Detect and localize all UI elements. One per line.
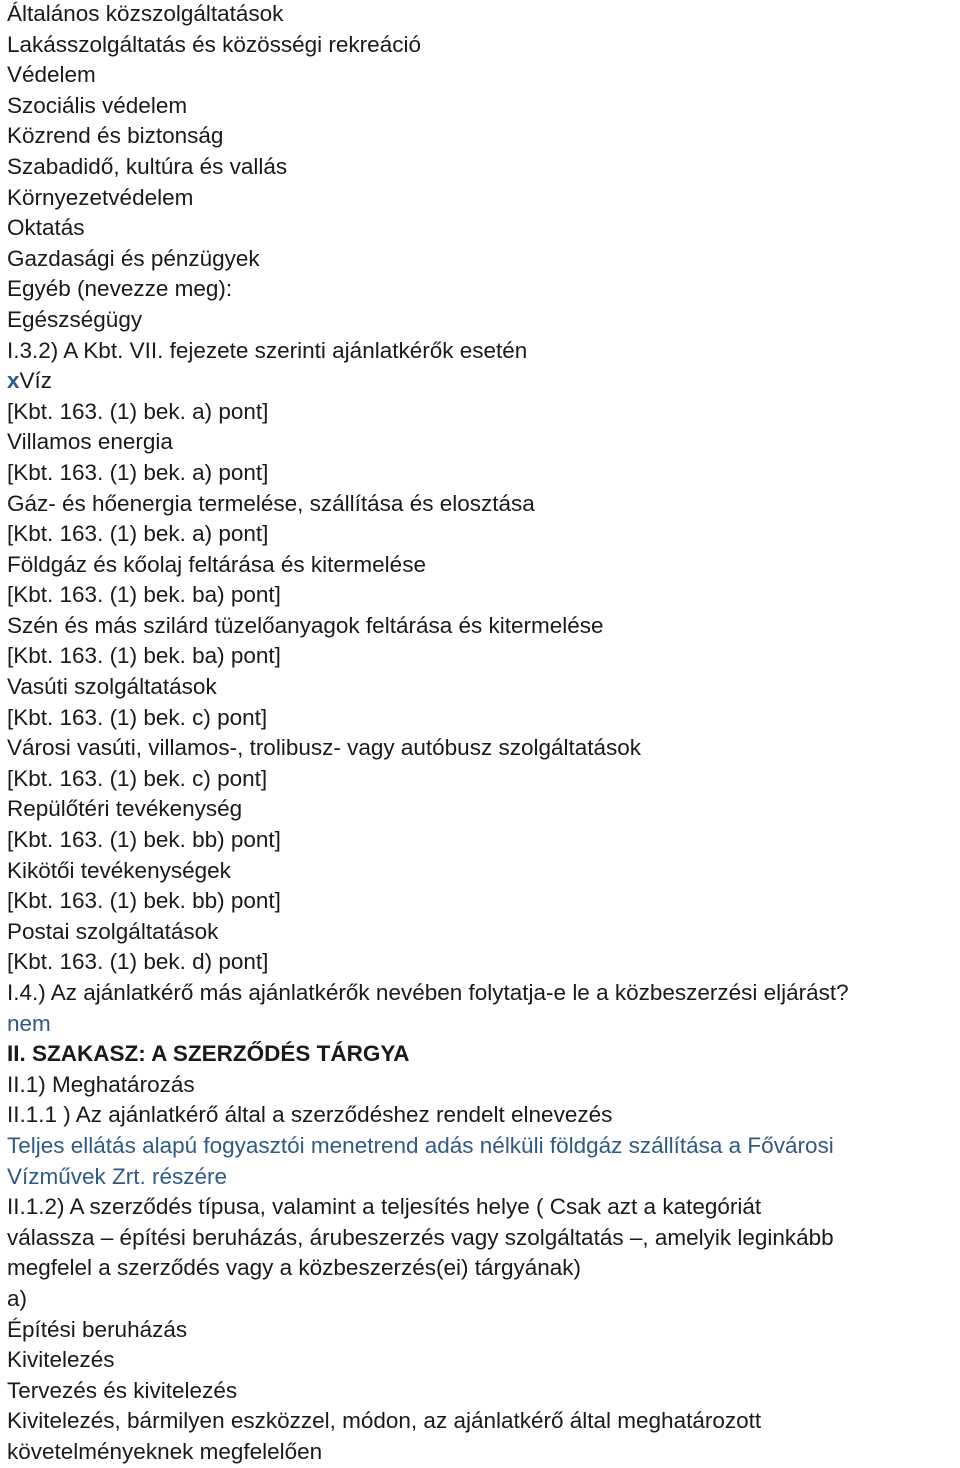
document-line (7, 1009, 960, 1040)
document-line (7, 1437, 960, 1468)
line-text: [Kbt. 163. (1) bek. c) pont] (7, 765, 268, 791)
document-line (7, 519, 960, 550)
line-text: Lakásszolgáltatás és közösségi rekreáció (7, 31, 421, 57)
document-line (7, 1253, 960, 1284)
line-text: Kivitelezés, bármilyen eszközzel, módon, az ajánlatkérő által meghatározott (7, 1408, 762, 1434)
line-text: Gazdasági és pénzügyek (7, 245, 260, 271)
line-text: [Kbt. 163. (1) bek. ba) pont] (7, 582, 281, 608)
document-line (7, 1162, 960, 1193)
selection-mark: x (7, 368, 20, 394)
document-line (7, 733, 960, 764)
line-text: II.1.2) A szerződés típusa, valamint a teljesítés helye ( Csak azt a kategóriát (7, 1194, 762, 1220)
line-text: nem (7, 1010, 51, 1036)
document-line (7, 672, 960, 703)
document-line (7, 1070, 960, 1101)
line-text: Környezetvédelem (7, 184, 194, 210)
document-line (7, 1039, 960, 1070)
line-text: [Kbt. 163. (1) bek. c) pont] (7, 704, 268, 730)
document-line (7, 305, 960, 336)
line-text: Építési beruházás (7, 1316, 188, 1342)
document-line (7, 1315, 960, 1346)
document-line (7, 244, 960, 275)
document-line (7, 91, 960, 122)
line-text: válassza – építési beruházás, árubeszerzés vagy szolgáltatás –, amelyik leginkább (7, 1224, 834, 1250)
document-line (7, 825, 960, 856)
document-line (7, 1223, 960, 1254)
document-line (7, 794, 960, 825)
line-text: megfelel a szerződés vagy a közbeszerzés(ei) tárgyának) (7, 1255, 582, 1281)
line-text: II.1.1 ) Az ajánlatkérő által a szerződéshez rendelt elnevezés (7, 1102, 613, 1128)
line-text: I.3.2) A Kbt. VII. fejezete szerinti ajánlatkérők esetén (7, 337, 528, 363)
line-text: [Kbt. 163. (1) bek. a) pont] (7, 398, 269, 424)
line-text: Postai szolgáltatások (7, 918, 219, 944)
line-text: I.4.) Az ajánlatkérő más ajánlatkérők nevében folytatja-e le a közbeszerzési eljárást? (7, 980, 849, 1005)
document-line (7, 703, 960, 734)
line-text: [Kbt. 163. (1) bek. bb) pont] (7, 827, 281, 853)
document-line (7, 183, 960, 214)
document-line (7, 917, 960, 948)
document-line (7, 856, 960, 887)
document-line (7, 152, 960, 183)
line-text: Tervezés és kivitelezés (7, 1377, 238, 1403)
document-line (7, 458, 960, 489)
line-text: Villamos energia (7, 429, 173, 455)
line-text: Szén és más szilárd tüzelőanyagok feltárása és kitermelése (7, 612, 604, 638)
line-text: Szociális védelem (7, 92, 188, 118)
document-line (7, 30, 960, 61)
document-line (7, 0, 960, 30)
line-text: Földgáz és kőolaj feltárása és kitermelése (7, 551, 426, 577)
line-text: Közrend és biztonság (7, 123, 224, 149)
line-text: Víz (19, 368, 53, 394)
document-line (7, 1345, 960, 1376)
line-text: [Kbt. 163. (1) bek. a) pont] (7, 521, 269, 547)
line-text: Egyéb (nevezze meg): (7, 276, 233, 302)
document-line (7, 580, 960, 611)
line-text: a) (7, 1285, 28, 1311)
document-line (7, 366, 960, 397)
document-line (7, 947, 960, 978)
line-text: Gáz- és hőenergia termelése, szállítása és elosztása (7, 490, 535, 516)
line-text: Vízművek Zrt. részére (7, 1163, 228, 1189)
line-text: Oktatás (7, 215, 85, 241)
line-text: Városi vasúti, villamos-, trolibusz- vagy autóbusz szolgáltatások (7, 735, 642, 761)
line-text: Szabadidő, kultúra és vallás (7, 153, 288, 179)
document-line (7, 1284, 960, 1315)
document-line (7, 611, 960, 642)
line-text: [Kbt. 163. (1) bek. bb) pont] (7, 888, 281, 914)
document-line (7, 397, 960, 428)
document-line (7, 1192, 960, 1223)
document-line (7, 60, 960, 91)
document-line (7, 213, 960, 244)
line-text: Kikötői tevékenységek (7, 857, 231, 883)
document-line (7, 489, 960, 520)
document-line (7, 978, 960, 1009)
document-line (7, 427, 960, 458)
line-text: követelményeknek megfelelően (7, 1438, 323, 1464)
line-text: Repülőtéri tevékenység (7, 796, 243, 822)
line-text: Általános közszolgáltatások (7, 1, 284, 26)
document-line (7, 1131, 960, 1162)
document-line (7, 550, 960, 581)
line-text: Kivitelezés (7, 1347, 115, 1373)
document-line (7, 121, 960, 152)
line-text: [Kbt. 163. (1) bek. d) pont] (7, 949, 269, 975)
document-line (7, 1376, 960, 1407)
document-line (7, 886, 960, 917)
document-line (7, 1100, 960, 1131)
document-line (7, 336, 960, 367)
line-text: II. SZAKASZ: A SZERZŐDÉS TÁRGYA (7, 1041, 410, 1067)
line-text: [Kbt. 163. (1) bek. a) pont] (7, 459, 269, 485)
line-text: Védelem (7, 62, 96, 88)
line-text: Vasúti szolgáltatások (7, 674, 217, 700)
line-text: II.1) Meghatározás (7, 1071, 195, 1097)
line-text: Egészségügy (7, 306, 143, 332)
document-line (7, 641, 960, 672)
line-text: Teljes ellátás alapú fogyasztói menetrend adás nélküli földgáz szállítása a Fővárosi (7, 1132, 834, 1158)
line-text: [Kbt. 163. (1) bek. ba) pont] (7, 643, 281, 669)
document-line (7, 274, 960, 305)
document-line (7, 764, 960, 795)
document-line (7, 1406, 960, 1437)
